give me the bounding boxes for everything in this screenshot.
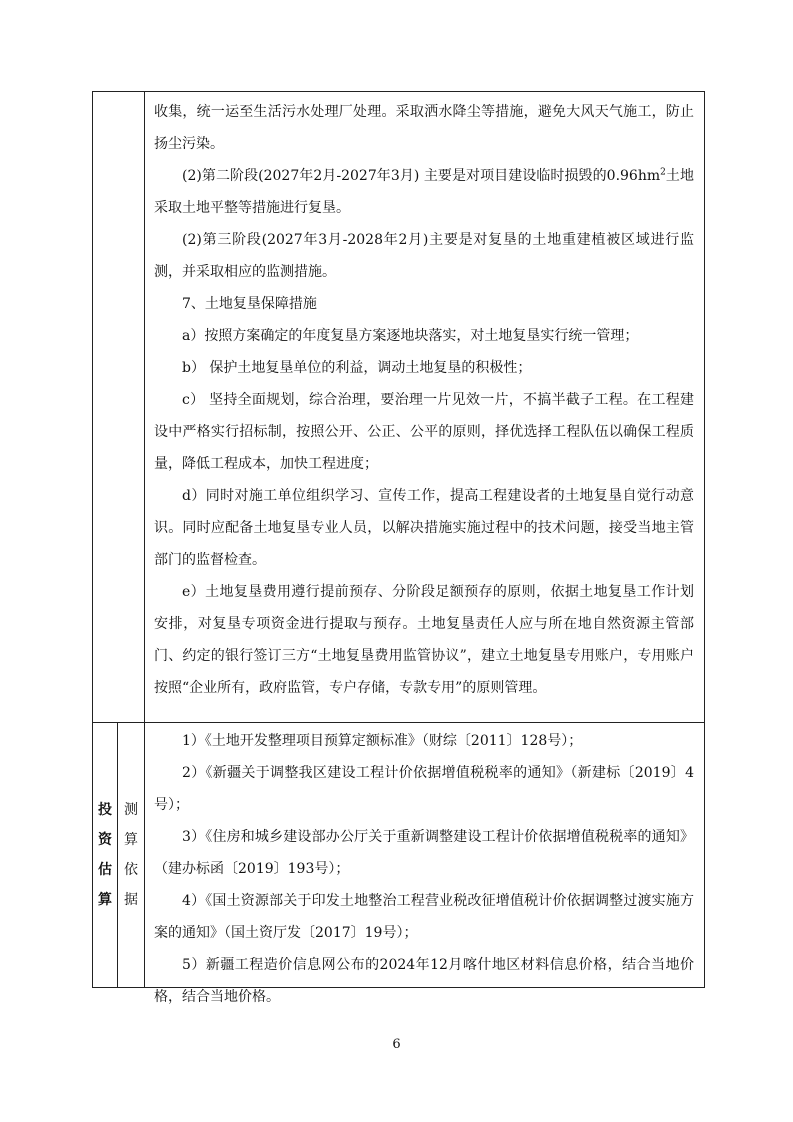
label-char: 算 (98, 892, 112, 908)
references-cell (145, 723, 705, 1005)
label-char: 资 (98, 832, 112, 848)
page-number: 6 (392, 1037, 401, 1052)
item-a: a）按照方案确定的年度复垦方案逐地块落实，对土地复垦实行统一管理； (182, 328, 639, 344)
reference-item: 5）新疆工程造价信息网公布的2024年12月喀什地区材料信息价格，结合当地价格，结合当地价格。 (154, 957, 694, 1005)
item-c: c） 坚持全面规划，综合治理，要治理一片见效一片，不搞半截子工程。在工程建设中严格实行招标制，按照公开、公正、公平的原则，择优选择工程队伍以确保工程质量，降低工程成本，加快工程进度； (154, 392, 694, 472)
phase2-text-post: 土地采取土地平整等措施进行复垦。 (154, 168, 694, 216)
reference-item: 3）《住房和城乡建设部办公厅关于重新调整建设工程计价依据增值税税率的通知》（建办标函〔2019〕193号）； (154, 829, 694, 877)
continuation-paragraph: 收集，统一运至生活污水处理厂处理。采取洒水降尘等措施，避免大风天气施工，防止扬尘污染。 (154, 104, 694, 152)
reference-item: 2）《新疆关于调整我区建设工程计价依据增值税税率的通知》（新建标〔2019〕4号）； (154, 765, 694, 813)
investment-estimate-label (98, 795, 112, 915)
empty-label-cell (93, 92, 145, 723)
reference-item: 4）《国土资源部关于印发土地整治工程营业税改征增值税计价依据调整过渡实施方案的通知》（国土资厅发〔2017〕19号）； (154, 893, 694, 941)
phase2-paragraph (154, 160, 694, 224)
measures-cell (145, 92, 705, 723)
item-d: d）同时对施工单位组织学习、宣传工作，提高工程建设者的土地复垦自觉行动意识。同时应配备土地复垦专业人员，以解决措施实施过程中的技术问题，接受当地主管部门的监督检查。 (154, 488, 694, 568)
heading-7: 7、土地复垦保障措施 (182, 296, 317, 312)
phase2-superscript: 2 (660, 167, 666, 178)
item-b: b） 保护土地复垦单位的利益，调动土地复垦的积极性； (182, 360, 532, 376)
reference-item: 1）《土地开发整理项目预算定额标准》（财综〔2011〕128号）； (182, 733, 583, 749)
basis-label-cell (118, 723, 145, 988)
label-char: 测 (124, 802, 138, 818)
calculation-basis-label (124, 795, 138, 915)
item-e: e）土地复垦费用遵行提前预存、分阶段足额预存的原则，依据土地复垦工作计划安排，对复垦专项资金进行提取与预存。土地复垦责任人应与所在地自然资源主管部门、约定的银行签订三方“土地复垦费用监管协议”，建立土地复垦专用账户，专用账户按照“企业所有，政府监管，专户存储，专款专用”的原则管理。 (154, 584, 694, 696)
label-char: 投 (98, 802, 112, 818)
label-char: 算 (124, 832, 138, 848)
phase2-text-pre: (2)第二阶段(2027年2月-2027年3月) 主要是对项目建设临时损毁的0.96hm (182, 168, 661, 184)
form-table (92, 91, 705, 1005)
investment-label-cell (93, 723, 118, 988)
label-char: 依 (124, 862, 138, 878)
investment-row (93, 723, 705, 988)
measures-row (93, 92, 705, 723)
label-char: 据 (124, 892, 138, 908)
label-char: 估 (98, 862, 112, 878)
phase3-paragraph: (2)第三阶段(2027年3月-2028年2月)主要是对复垦的土地重建植被区域进行监测，并采取相应的监测措施。 (154, 232, 694, 280)
